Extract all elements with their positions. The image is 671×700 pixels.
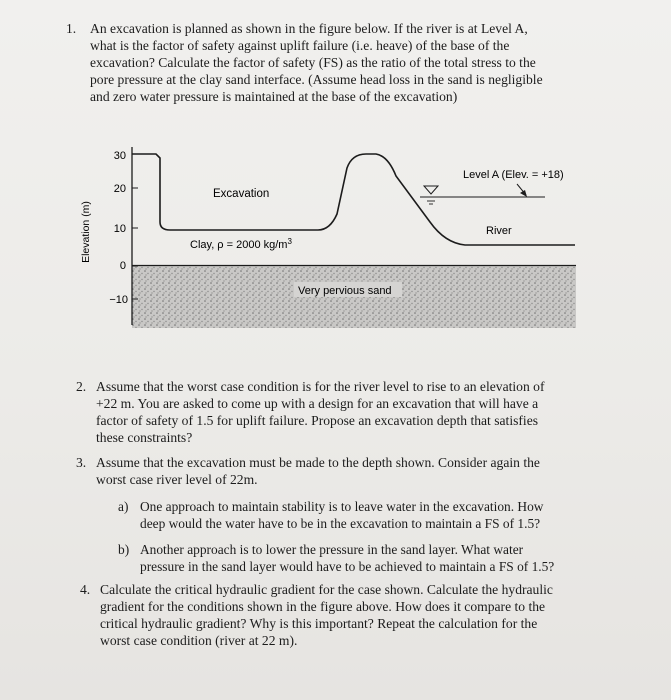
tick-label: 20 xyxy=(113,183,126,195)
text-line: and zero water pressure is maintained at the base of the excavation) xyxy=(90,89,458,104)
question-number: 1. xyxy=(66,21,77,36)
arrow-head-icon xyxy=(520,190,527,197)
question-text xyxy=(96,378,591,446)
question-1 xyxy=(66,20,606,110)
sub-question-label: b) xyxy=(118,542,130,557)
text-line: these constraints? xyxy=(96,430,193,445)
level-a-label: Level A (Elev. = +18) xyxy=(463,169,564,181)
question-4 xyxy=(80,581,600,651)
sand-label: Very pervious sand xyxy=(298,285,392,297)
question-3 xyxy=(76,454,596,490)
sub-question-text xyxy=(140,499,592,532)
river-label: River xyxy=(486,225,512,237)
tick-label: −10 xyxy=(109,294,128,306)
clay-label: Clay, ρ = 2000 $kg/m^3$ xyxy=(190,237,292,251)
text-line: One approach to maintain stability is to leave water in the excavation. How xyxy=(140,499,544,514)
tick-label: 10 xyxy=(113,223,126,235)
text-line: excavation? Calculate the factor of safety (FS) as the ratio of the total stress to the xyxy=(90,55,536,70)
tick-label: 0 xyxy=(119,260,126,272)
question-3b xyxy=(118,542,598,576)
text-line: gradient for the conditions shown in the figure above. How does it compare to the xyxy=(100,599,546,614)
question-number: 3. xyxy=(76,455,87,470)
sub-question-text xyxy=(140,542,592,575)
question-text xyxy=(96,454,591,488)
y-axis-label: Elevation (m) xyxy=(80,201,92,263)
tick-label: 30 xyxy=(113,150,126,162)
text-line: pressure in the sand layer would have to be achieved to maintain a FS of 1.5? xyxy=(140,558,555,574)
question-3a xyxy=(118,499,598,533)
text-line: what is the factor of safety against uplift failure (i.e. heave) of the base of the xyxy=(90,38,510,53)
text-line: Another approach is to lower the pressure in the sand layer. What water xyxy=(140,542,524,557)
text-line: factor of safety of 1.5 for uplift failure. Propose an excavation depth that satisfies xyxy=(96,413,539,428)
excavation-label: Excavation xyxy=(213,188,270,200)
text-line: deep would the water have to be in the excavation to maintain a FS of 1.5? xyxy=(140,515,541,531)
text-line: Assume that the excavation must be made to the depth shown. Consider again the xyxy=(96,455,540,470)
text-line: An excavation is planned as shown in the figure below. If the river is at Level A, xyxy=(90,21,528,36)
text-line: critical hydraulic gradient? Why is this important? Repeat the calculation for the xyxy=(100,616,538,631)
sub-question-label: a) xyxy=(118,499,129,514)
question-text xyxy=(90,20,600,105)
text-line: Calculate the critical hydraulic gradient for the case shown. Calculate the hydraulic xyxy=(100,582,553,597)
question-2 xyxy=(76,378,596,448)
text-line: Assume that the worst case condition is for the river level to rise to an elevation of xyxy=(96,379,545,394)
text-line: pore pressure at the clay sand interface. (Assume head loss in the sand is negligible xyxy=(90,72,543,87)
question-text xyxy=(100,581,595,649)
excavation-figure xyxy=(60,135,590,340)
text-line: worst case condition (river at 22 m). xyxy=(100,633,298,648)
question-number: 2. xyxy=(76,379,87,394)
text-line: +22 m. You are asked to come up with a design for an excavation that will have a xyxy=(96,396,539,411)
question-number: 4. xyxy=(80,582,91,597)
water-level-symbol-icon xyxy=(424,186,438,194)
text-line: worst case river level of 22m. xyxy=(96,472,258,487)
